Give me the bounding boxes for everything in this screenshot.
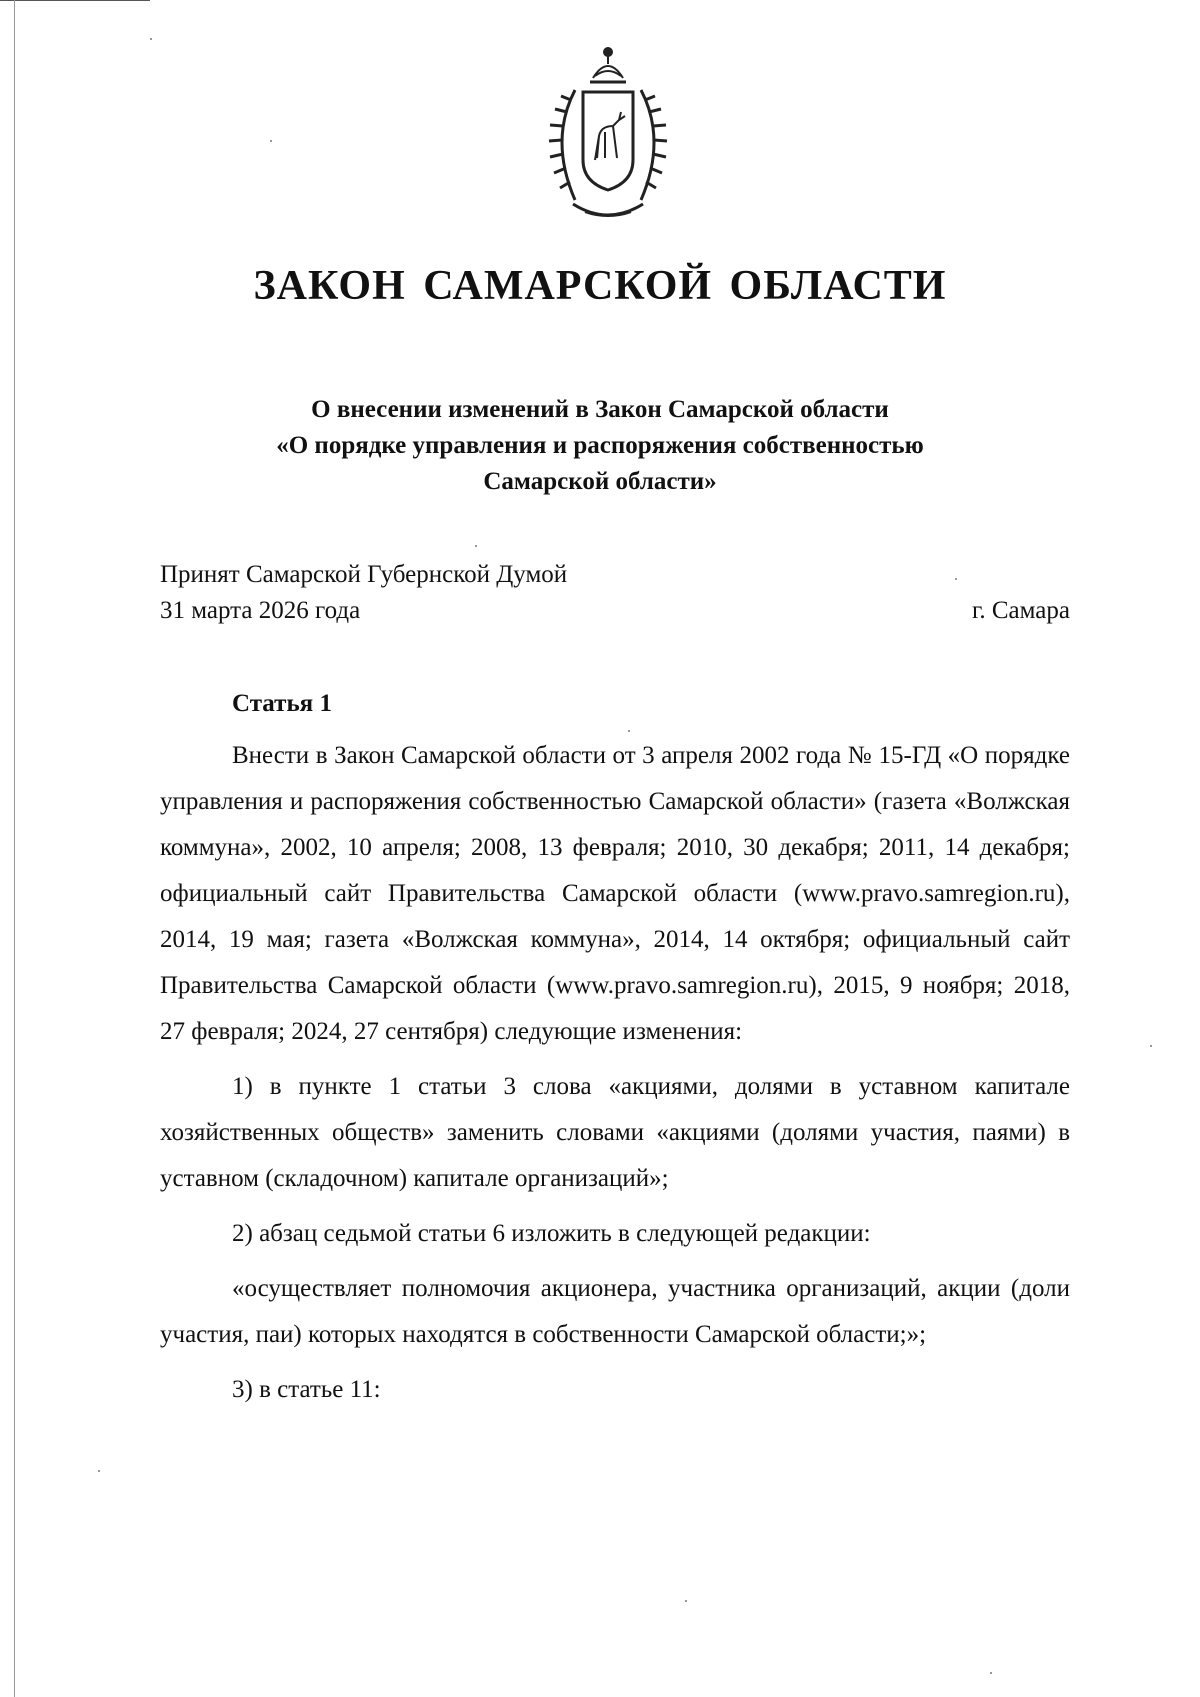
scan-border-left xyxy=(14,0,15,1697)
law-title: ЗАКОН САМАРСКОЙ ОБЛАСТИ xyxy=(253,263,947,309)
paragraph: 2) абзац седьмой статьи 6 изложить в следующей редакции: xyxy=(232,1220,871,1247)
scan-border-top xyxy=(0,0,150,1)
article-body xyxy=(160,733,1070,1422)
scan-speck xyxy=(1150,1045,1152,1047)
scan-speck xyxy=(475,545,477,547)
law-subtitle xyxy=(0,392,1200,500)
article-heading: Статья 1 xyxy=(232,690,332,717)
coat-of-arms-icon xyxy=(535,40,681,230)
scan-speck xyxy=(150,38,152,40)
scan-speck xyxy=(955,578,957,580)
subtitle-line: «О порядке управления и распоряжения собственностью xyxy=(276,432,924,459)
adopted-by: Принят Самарской Губернской Думой xyxy=(160,561,568,588)
scan-speck xyxy=(990,1672,992,1674)
adopted-date: 31 марта 2026 года xyxy=(160,597,361,624)
scan-speck xyxy=(270,140,272,142)
subtitle-line: Самарской области» xyxy=(483,468,717,495)
paragraph: 3) в статье 11: xyxy=(232,1376,381,1403)
scan-speck xyxy=(628,730,630,732)
scan-speck xyxy=(685,1600,687,1602)
scan-speck xyxy=(98,1470,100,1472)
subtitle-line: О внесении изменений в Закон Самарской области xyxy=(311,396,889,423)
paragraph: Внести в Закон Самарской области от 3 апреля 2002 года № 15-ГД «О порядке управления и распоряжения собственностью Самарской области» (газета «Волжская коммуна», 2002, 10 апреля; 2008, 13 февраля; 2010, 30 декабря; 2011, 14 декабря; официальный сайт Правительства Самарской области (www.pravo.samregion.ru), 2014, 19 мая; газета «Волжская коммуна», 2014, 14 октября; официальный сайт Правительства Самарской области (www.pravo.samregion.ru), 2015, 9 ноября; 2018, 27 февраля; 2024, 27 сентября) следующие изменения: xyxy=(160,742,1070,1045)
paragraph: 1) в пункте 1 статьи 3 слова «акциями, долями в уставном капитале хозяйственных обществ» заменить словами «акциями (долями участия, паями) в уставном (складочном) капитале организаций»; xyxy=(160,1073,1070,1192)
paragraph: «осуществляет полномочия акционера, участника организаций, акции (доли участия, паи) которых находятся в собственности Самарской области;»; xyxy=(160,1275,1070,1348)
adoption-block xyxy=(160,557,567,629)
city: г. Самара xyxy=(971,597,1070,624)
